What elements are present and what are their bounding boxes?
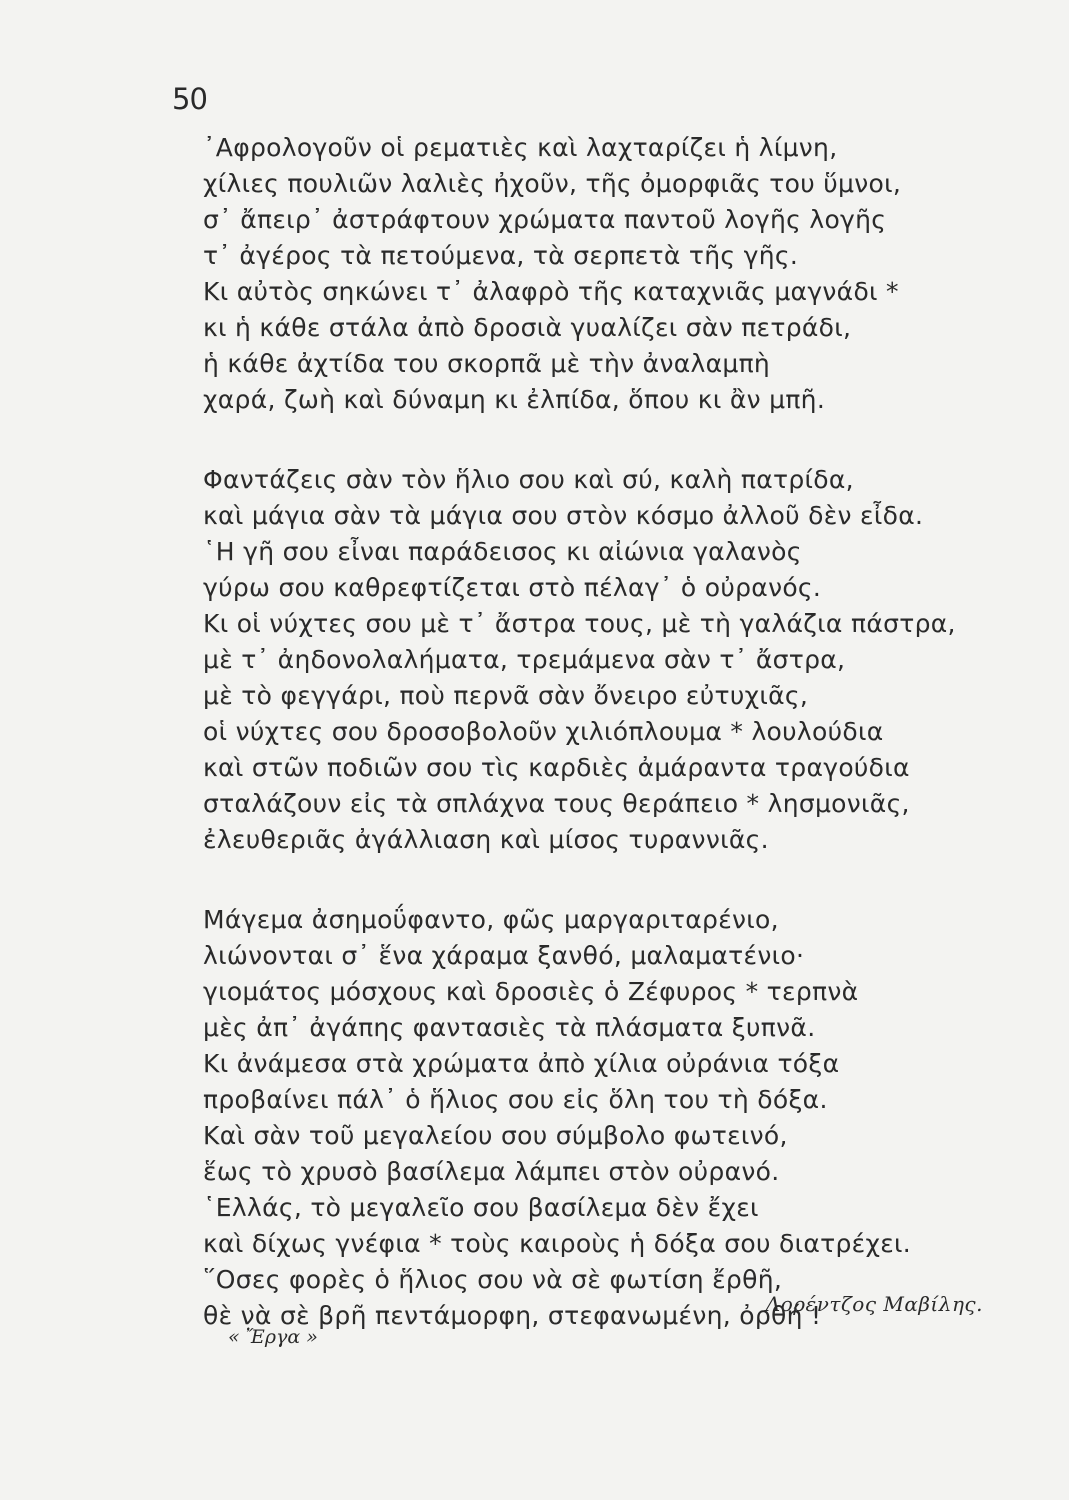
- poem-line: θὲ νὰ σὲ βρῆ πεντάμορφη, στεφανωμένη, ὀρθή !: [203, 1301, 822, 1330]
- stanza-3: [203, 902, 1023, 1334]
- poem-line: μὲς ἀπ᾽ ἀγάπης φαντασιὲς τὰ πλάσματα ξυπνᾶ.: [203, 1013, 816, 1042]
- poem-line: καὶ στῶν ποδιῶν σου τὶς καρδιὲς ἀμάραντα τραγούδια: [203, 753, 910, 782]
- poem-line: Κι αὐτὸς σηκώνει τ᾽ ἀλαφρὸ τῆς καταχνιᾶς μαγνάδι *: [203, 277, 899, 306]
- poem-line: μὲ τ᾽ ἀηδονολαλήματα, τρεμάμενα σὰν τ᾽ ἄστρα,: [203, 645, 846, 674]
- poem-line: Κι οἱ νύχτες σου μὲ τ᾽ ἄστρα τους, μὲ τὴ γαλάζια πάστρα,: [203, 609, 956, 638]
- poem-line: οἱ νύχτες σου δροσοβολοῦν χιλιόπλουμα * λουλούδια: [203, 717, 884, 746]
- poem-line: Μάγεμα ἀσημοΰφαντο, φῶς μαργαριταρένιο,: [203, 905, 779, 934]
- poem-line: λιώνονται σ᾽ ἕνα χάραμα ξανθό, μαλαματένιο·: [203, 941, 805, 970]
- poem-line: τ᾽ ἀγέρος τὰ πετούμενα, τὰ σερπετὰ τῆς γῆς.: [203, 241, 799, 270]
- poem-line: Καὶ σὰν τοῦ μεγαλείου σου σύμβολο φωτεινό,: [203, 1121, 788, 1150]
- author-signature: Λορέντζος Μαβίλης.: [765, 1292, 983, 1316]
- poem-text: [203, 130, 1023, 1334]
- poem-line: ἡ κάθε ἀχτίδα του σκορπᾶ μὲ τὴν ἀναλαμπὴ: [203, 349, 771, 378]
- poem-line: Φαντάζεις σὰν τὸν ἥλιο σου καὶ σύ, καλὴ πατρίδα,: [203, 465, 854, 494]
- poem-line: κι ἡ κάθε στάλα ἀπὸ δροσιὰ γυαλίζει σὰν πετράδι,: [203, 313, 852, 342]
- poem-line: ῾Ελλάς, τὸ μεγαλεῖο σου βασίλεμα δὲν ἔχει: [203, 1193, 759, 1222]
- poem-line: σ᾽ ἄπειρ᾽ ἀστράφτουν χρώματα παντοῦ λογῆς λογῆς: [203, 205, 887, 234]
- poem-line: ἐλευθεριᾶς ἀγάλλιαση καὶ μίσος τυραννιᾶς.: [203, 825, 769, 854]
- poem-line: Κι ἀνάμεσα στὰ χρώματα ἀπὸ χίλια οὐράνια τόξα: [203, 1049, 840, 1078]
- page-number: 50: [172, 82, 207, 116]
- poem-line: προβαίνει πάλ᾽ ὁ ἥλιος σου εἰς ὅλη του τὴ δόξα.: [203, 1085, 828, 1114]
- poem-line: σταλάζουν εἰς τὰ σπλάχνα τους θεράπειο * λησμονιᾶς,: [203, 789, 910, 818]
- poem-line: γιομάτος μόσχους καὶ δροσιὲς ὁ Ζέφυρος * τερπνὰ: [203, 977, 859, 1006]
- stanza-1: [203, 130, 1023, 418]
- poem-line: καὶ δίχως γνέφια * τοὺς καιροὺς ἡ δόξα σου διατρέχει.: [203, 1229, 912, 1258]
- poem-line: καὶ μάγια σὰν τὰ μάγια σου στὸν κόσμο ἀλλοῦ δὲν εἶδα.: [203, 501, 924, 530]
- poem-line: ἕως τὸ χρυσὸ βασίλεμα λάμπει στὸν οὐρανό.: [203, 1157, 780, 1186]
- poem-line: χαρά, ζωὴ καὶ δύναμη κι ἐλπίδα, ὅπου κι ἂν μπῆ.: [203, 385, 826, 414]
- poem-line: ῾Η γῆ σου εἶναι παράδεισος κι αἰώνια γαλανὸς: [203, 537, 802, 566]
- poem-line: μὲ τὸ φεγγάρι, ποὺ περνᾶ σὰν ὄνειρο εὐτυχιᾶς,: [203, 681, 809, 710]
- poem-line: ῞Οσες φορὲς ὁ ἥλιος σου νὰ σὲ φωτίση ἔρθῆ,: [203, 1265, 783, 1294]
- stanza-2: [203, 462, 1023, 858]
- poem-line: χίλιες πουλιῶν λαλιὲς ἠχοῦν, τῆς ὀμορφιᾶς του ὕμνοι,: [203, 169, 902, 198]
- poem-line: γύρω σου καθρεφτίζεται στὸ πέλαγ᾽ ὁ οὐρανός.: [203, 573, 822, 602]
- source-citation: « Ἔργα »: [228, 1326, 318, 1348]
- poem-line: ᾽Αφρολογοῦν οἱ ρεματιὲς καὶ λαχταρίζει ἡ λίμνη,: [203, 133, 838, 162]
